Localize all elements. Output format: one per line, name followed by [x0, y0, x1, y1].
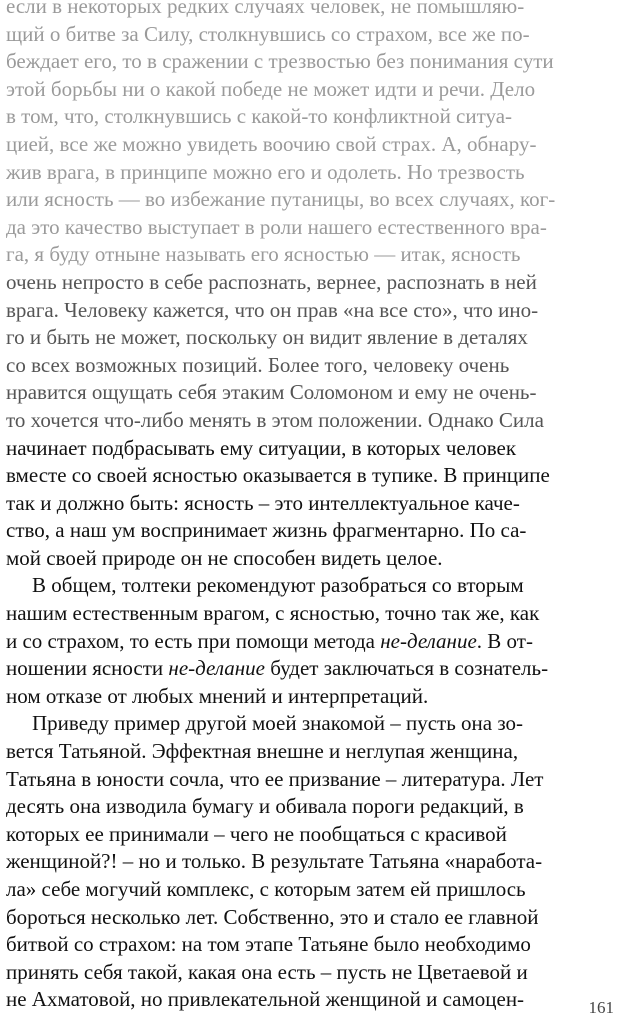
line-text: женщиной?! – но и только. В результате Татьяна «наработа-	[6, 849, 543, 874]
line-text: жив врага, в принципе можно его и одолеть. Но трезвость	[6, 159, 525, 184]
line-text: если в некоторых редких случаях человек, не помышляю-	[6, 0, 525, 18]
line-text: да это качество выступает в роли нашего естественного вра-	[6, 214, 547, 239]
text-line	[6, 407, 612, 435]
text-line	[6, 186, 612, 214]
line-text: то хочется что-либо менять в этом положении. Однако Сила	[6, 407, 544, 432]
line-text: мой своей природе он не способен видеть целое.	[6, 545, 443, 570]
line-text: битвой со страхом: на том этапе Татьяне было необходимо	[6, 932, 531, 957]
text-line	[6, 159, 612, 187]
text-line	[6, 683, 612, 711]
text-line	[6, 517, 612, 545]
body-text	[6, 0, 612, 1014]
text-line	[6, 793, 612, 821]
line-text: в том, что, столкнувшись с какой-то конфликтной ситуа-	[6, 104, 513, 129]
text-line	[6, 0, 612, 21]
line-text: щий о битве за Силу, столкнувшись со страхом, все же по-	[6, 21, 530, 46]
line-text: Татьяна в юности сочла, что ее призвание – литература. Лет	[6, 766, 544, 791]
text-line	[6, 352, 612, 380]
text-line	[6, 738, 612, 766]
text-line	[6, 269, 612, 297]
text-line	[6, 241, 612, 269]
line-text: беждает его, то в сражении с трезвостью без понимания сути	[6, 49, 554, 74]
text-line	[6, 297, 612, 325]
text-line	[6, 462, 612, 490]
line-text: вместе со своей ясностью оказывается в тупике. В принципе	[6, 463, 550, 488]
line-text: га, я буду отныне называть его ясностью — итак, ясность	[6, 242, 521, 267]
text-line	[6, 600, 612, 628]
text-line	[6, 986, 612, 1014]
line-text: со всех возможных позиций. Более того, человеку очень	[6, 352, 510, 377]
text-line	[6, 214, 612, 242]
text-line	[6, 76, 612, 104]
page-number: 161	[588, 998, 614, 1017]
line-text: ство, а наш ум воспринимает жизнь фрагментарно. По са-	[6, 518, 527, 543]
line-text: или ясность — во избежание путаницы, во всех случаях, ког-	[6, 187, 556, 212]
text-line	[6, 931, 612, 959]
line-text: го и быть не может, поскольку он видит явление в деталях	[6, 325, 528, 350]
line-text: очень непросто в себе распознать, вернее, распознать в ней	[6, 269, 537, 294]
text-line	[6, 710, 612, 738]
line-text: и со страхом, то есть при помощи метода	[6, 628, 381, 653]
text-line	[6, 848, 612, 876]
italic-term: не-делание	[380, 628, 477, 653]
line-text: нашим естественным врагом, с ясностью, точно так же, как	[6, 601, 540, 626]
text-line	[6, 655, 612, 683]
line-text: этой борьбы ни о какой победе не может идти и речи. Дело	[6, 76, 536, 101]
line-text: не Ахматовой, но привлекательной женщиной и самоцен-	[6, 987, 525, 1012]
text-line	[6, 572, 612, 600]
line-text: В общем, толтеки рекомендуют разобраться со вторым	[32, 573, 524, 598]
text-line	[6, 876, 612, 904]
text-line	[6, 959, 612, 987]
text-line	[6, 766, 612, 794]
line-text: нравится ощущать себя этаким Соломоном и ему не очень-	[6, 380, 537, 405]
text-line	[6, 379, 612, 407]
line-text: ношении ясности	[6, 656, 169, 681]
text-line	[6, 904, 612, 932]
line-text: принять себя такой, какая она есть – пусть не Цветаевой и	[6, 959, 528, 984]
line-text: так и должно быть: ясность – это интеллектуальное каче-	[6, 490, 520, 515]
line-text: врага. Человеку кажется, что он прав «на все сто», что ино-	[6, 297, 539, 322]
line-text: цией, все же можно увидеть воочию свой страх. А, обнару-	[6, 131, 537, 156]
text-line	[6, 48, 612, 76]
text-line	[6, 545, 612, 573]
text-line	[6, 324, 612, 352]
italic-term: не-делание	[168, 656, 265, 681]
line-text: ном отказе от любых мнений и интерпретаций.	[6, 683, 429, 708]
text-line	[6, 131, 612, 159]
line-text: которых ее принимали – чего не пообщаться с красивой	[6, 821, 507, 846]
line-text: вется Татьяной. Эффектная внешне и неглупая женщина,	[6, 739, 519, 764]
line-text: начинает подбрасывать ему ситуации, в которых человек	[6, 435, 517, 460]
text-line	[6, 490, 612, 518]
text-line	[6, 21, 612, 49]
line-text: ла» себе могучий комплекс, с которым затем ей пришлось	[6, 877, 526, 901]
line-text: Приведу пример другой моей знакомой – пусть она зо-	[32, 711, 524, 736]
text-line	[6, 821, 612, 849]
line-text-continuation: . В от-	[476, 628, 533, 653]
text-line	[6, 628, 612, 656]
line-text-continuation: будет заключаться в сознатель-	[264, 656, 549, 681]
text-line	[6, 435, 612, 463]
line-text: десять она изводила бумагу и обивала пороги редакций, в	[6, 794, 524, 819]
text-line	[6, 103, 612, 131]
line-text: бороться несколько лет. Собственно, это и стало ее главной	[6, 904, 539, 929]
